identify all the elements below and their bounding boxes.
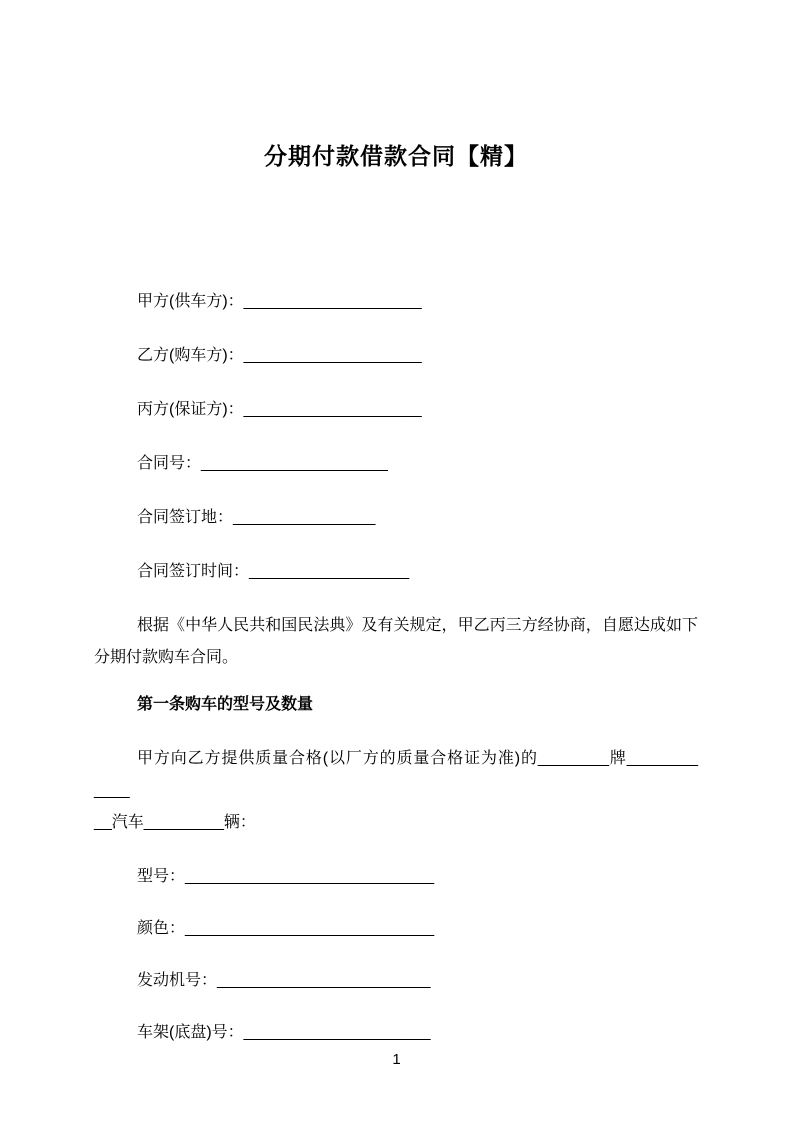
color-field-line: 颜色：____________________________ — [137, 920, 435, 937]
page-number: 1 — [392, 1051, 401, 1068]
party-c-field-line: 丙方(保证方)：____________________ — [137, 401, 422, 418]
model-field-line: 型号：____________________________ — [137, 868, 435, 885]
section1-heading: 第一条购车的型号及数量 — [137, 696, 314, 713]
party-b-field-line: 乙方(购车方)：____________________ — [137, 347, 422, 364]
signing-time-field-line: 合同签订时间：__________________ — [137, 563, 410, 580]
contract-body-section — [94, 610, 698, 1049]
party-fields-section — [94, 286, 698, 588]
document-title: 分期付款借款合同【精】 — [264, 143, 528, 169]
contract-number-field-line: 合同号：_____________________ — [137, 455, 388, 472]
intro-paragraph: 根据《中华人民共和国民法典》及有关规定，甲乙丙三方经协商，自愿达成如下分期付款购车合同。 — [94, 617, 698, 666]
section1-paragraph-line2: __汽车_________辆： — [94, 814, 256, 831]
section1-paragraph-line1: 甲方向乙方提供质量合格(以厂方的质量合格证为准)的________牌________ ____ — [94, 750, 698, 799]
signing-place-field-line: 合同签订地：________________ — [137, 509, 376, 526]
engine-number-field-line: 发动机号：________________________ — [137, 972, 431, 989]
section1-paragraph — [94, 743, 698, 839]
chassis-number-field-line: 车架(底盘)号：_____________________ — [137, 1024, 431, 1041]
vehicle-fields-section — [94, 861, 698, 1049]
party-a-field-line: 甲方(供车方)：____________________ — [137, 293, 422, 310]
